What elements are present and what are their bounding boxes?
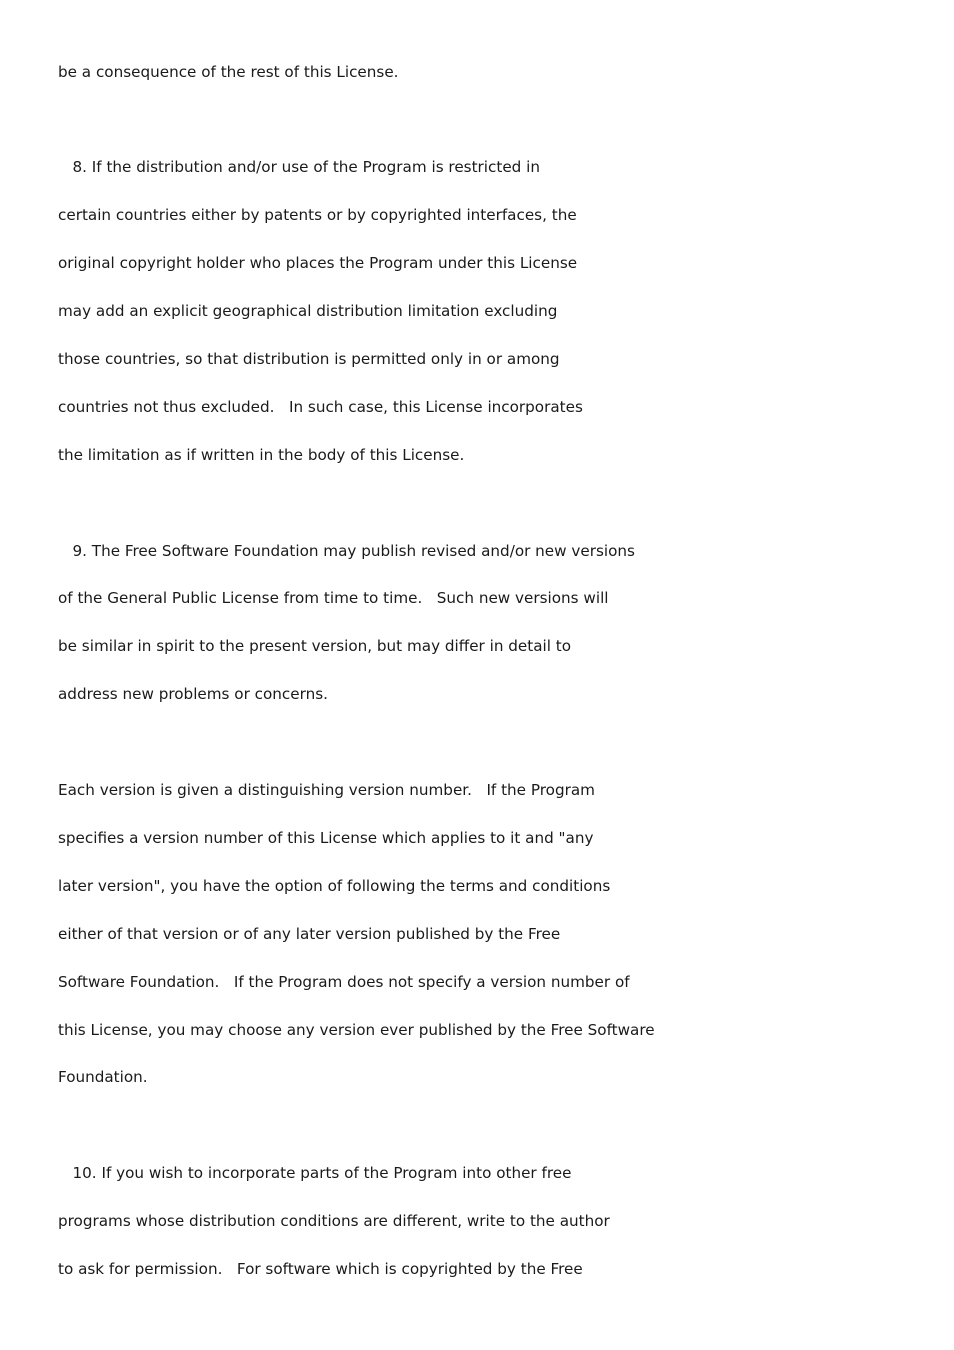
text-line: address new problems or concerns. xyxy=(58,685,328,703)
text-line: the limitation as if written in the body of this License. xyxy=(58,446,465,464)
text-line: later version", you have the option of following the terms and conditions xyxy=(58,877,611,895)
text-line: Foundation. xyxy=(58,1068,148,1086)
section-8-first-line: 8. If the distribution and/or use of the Program is restricted in xyxy=(58,158,540,176)
text-line: this License, you may choose any version ever published by the Free Software xyxy=(58,1021,655,1039)
text-line: certain countries either by patents or by copyrighted interfaces, the xyxy=(58,206,577,224)
text-line: countries not thus excluded. In such case, this License incorporates xyxy=(58,398,583,416)
text-line: may add an explicit geographical distribution limitation excluding xyxy=(58,302,558,320)
text-line: to ask for permission. For software which is copyrighted by the Free xyxy=(58,1260,583,1278)
text-line: of the General Public License from time to time. Such new versions will xyxy=(58,589,609,607)
text-line: Software Foundation. If the Program does not specify a version number of xyxy=(58,973,630,991)
section-10-first-line: 10. If you wish to incorporate parts of the Program into other free xyxy=(58,1164,572,1182)
section-9-first-line: 9. The Free Software Foundation may publish revised and/or new versions xyxy=(58,542,635,560)
text-line: specifies a version number of this License which applies to it and "any xyxy=(58,829,594,847)
text-line: be similar in spirit to the present version, but may differ in detail to xyxy=(58,637,572,655)
text-line: either of that version or of any later version published by the Free xyxy=(58,925,561,943)
paragraph-first-line: Each version is given a distinguishing version number. If the Program xyxy=(58,781,595,799)
text-line: programs whose distribution conditions are different, write to the author xyxy=(58,1212,610,1230)
text-line: those countries, so that distribution is permitted only in or among xyxy=(58,350,560,368)
text-line: be a consequence of the rest of this License. xyxy=(58,63,399,81)
text-line: original copyright holder who places the Program under this License xyxy=(58,254,578,272)
